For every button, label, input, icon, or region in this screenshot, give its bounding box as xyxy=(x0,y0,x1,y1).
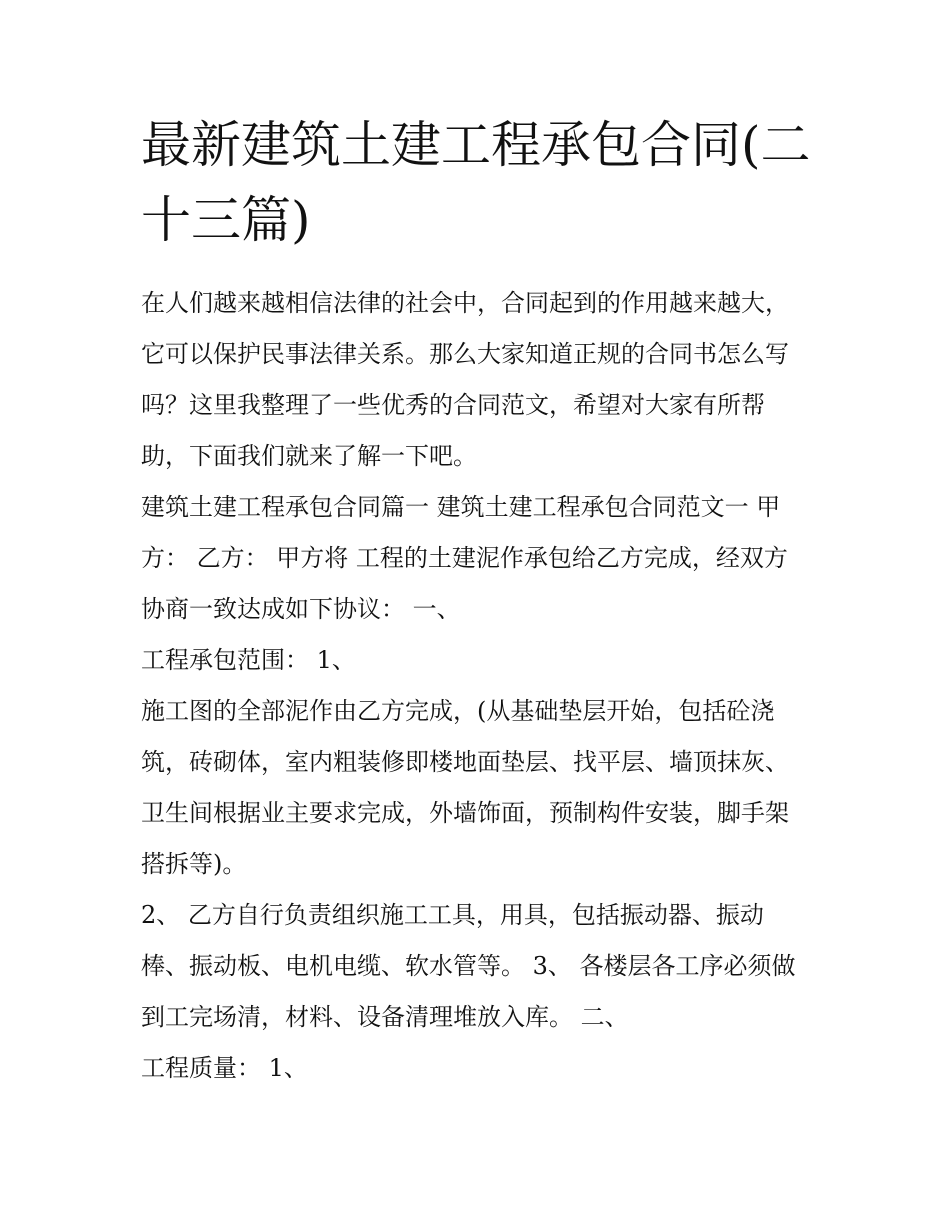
document-title xyxy=(141,108,813,258)
section-heading-scope xyxy=(141,635,813,686)
contract-opening-paragraph xyxy=(141,482,813,635)
text-line: 工程承包范围： 1、 xyxy=(141,646,356,674)
text-line: 搭拆等)。 xyxy=(141,850,247,878)
text-line: 卫生间根据业主要求完成，外墙饰面，预制构件安装，脚手架 xyxy=(141,799,789,827)
text-line: 协商一致达成如下协议： 一、 xyxy=(141,595,461,623)
title-line: 十三篇) xyxy=(141,191,311,249)
text-line: 建筑土建工程承包合同篇一 建筑土建工程承包合同范文一 甲 xyxy=(141,493,781,521)
text-line: 筑，砖砌体，室内粗装修即楼地面垫层、找平层、墙顶抹灰、 xyxy=(141,748,789,776)
text-line: 在人们越来越相信法律的社会中，合同起到的作用越来越大， xyxy=(141,289,789,317)
text-line: 吗？这里我整理了一些优秀的合同范文，希望对大家有所帮 xyxy=(141,391,765,419)
section-heading-quality xyxy=(141,1043,813,1094)
text-line: 施工图的全部泥作由乙方完成，(从基础垫层开始，包括砼浇 xyxy=(141,697,775,725)
text-line: 方： 乙方： 甲方将 工程的土建泥作承包给乙方完成，经双方 xyxy=(141,544,788,572)
scope-items-2-3-paragraph xyxy=(141,890,813,1043)
document-body xyxy=(141,108,813,1094)
text-line: 助，下面我们就来了解一下吧。 xyxy=(141,442,477,470)
intro-paragraph xyxy=(141,278,813,482)
scope-item-1-paragraph xyxy=(141,686,813,890)
title-line: 最新建筑土建工程承包合同(二 xyxy=(141,116,811,174)
text-line: 到工完场清，材料、设备清理堆放入库。 二、 xyxy=(141,1003,629,1031)
text-line: 棒、振动板、电机电缆、软水管等。 3、 各楼层各工序必须做 xyxy=(141,952,796,980)
text-line: 它可以保护民事法律关系。那么大家知道正规的合同书怎么写 xyxy=(141,340,789,368)
text-line: 2、 乙方自行负责组织施工工具，用具，包括振动器、振动 xyxy=(141,901,764,929)
text-line: 工程质量： 1、 xyxy=(141,1054,308,1082)
